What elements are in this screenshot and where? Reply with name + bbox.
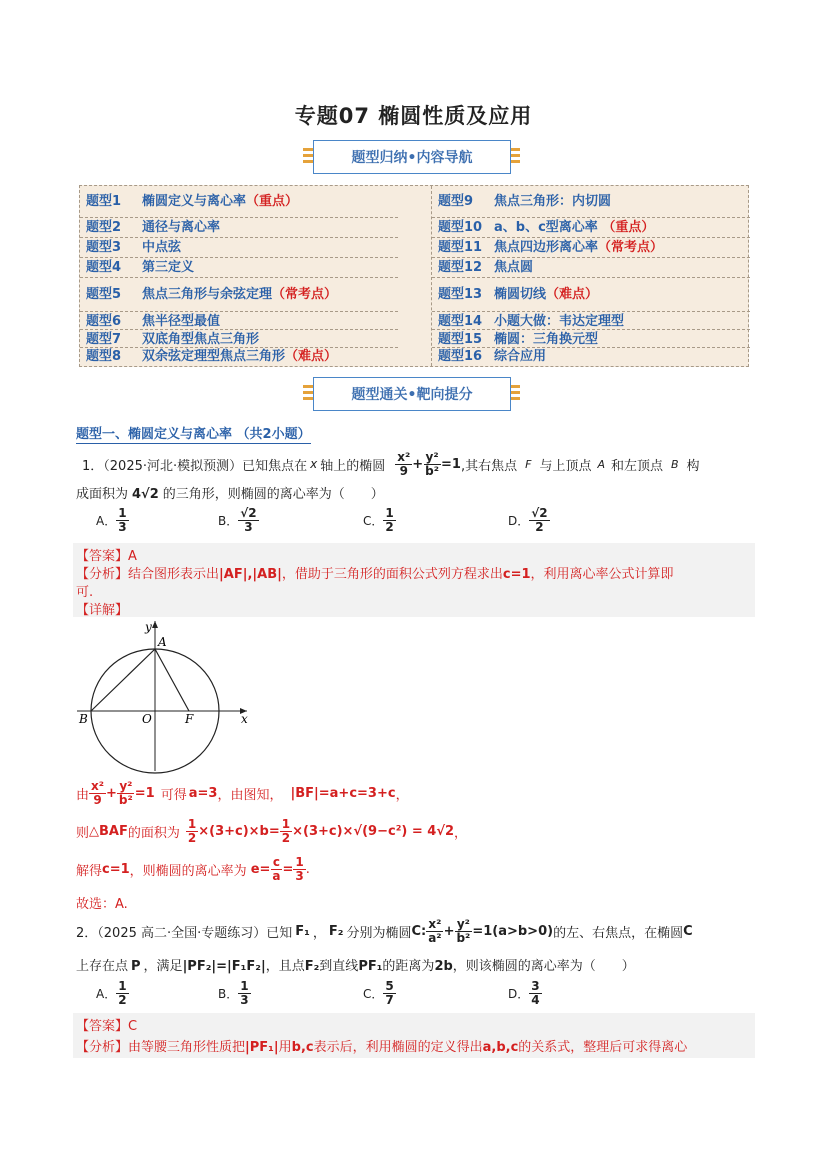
option-a[interactable]: A． $\frac{1}{3}$ [96, 506, 127, 534]
nav-item[interactable]: 题型14 小题大做：韦达定理型 [432, 312, 750, 330]
option-d[interactable]: D． $\frac{√2}{2}$ [508, 506, 548, 534]
solution-line3: 解得 c=1 ，则椭圆的离心率为 e= $\frac{c}{a}$ = $\frac{1}{3}$ . [76, 855, 310, 883]
nav-item[interactable]: 题型12 焦点圆 [432, 258, 750, 278]
nav-item[interactable]: 题型15 椭圆：三角换元型 [432, 330, 750, 348]
nav-item[interactable]: 题型8 双余弦定理型焦点三角形（难点） [86, 349, 338, 364]
eq-frac: $\frac{\text{x²}}{9}$ [397, 449, 411, 478]
nav-item[interactable]: 题型4 第三定义 [80, 258, 398, 278]
eq-frac: $\frac{\text{y²}}{\text{b²}}$ [425, 449, 440, 478]
page-title: 专题07 椭圆性质及应用 [294, 104, 533, 128]
answer-1: 【答案】A [76, 549, 137, 564]
question-1-line2: 成面积为 4√2 的三角形，则椭圆的离心率为（ ） [76, 487, 384, 502]
nav-item[interactable]: 题型16 综合应用 [438, 349, 547, 364]
topic-navigation-table [79, 185, 749, 367]
option-b[interactable]: B． $\frac{1}{3}$ [218, 979, 249, 1007]
banner-label: 题型通关•靶向提分 [313, 377, 511, 411]
nav-item[interactable]: 题型6 焦半径型最值 [80, 312, 398, 330]
analysis-2: 【分析】由等腰三角形性质把|PF₁|用b,c表示后，利用椭圆的定义得出a,b,c的关系式，整理后可求得离心 [76, 1040, 688, 1055]
section-heading: 题型一、椭圆定义与离心率 （共2小题） [76, 423, 311, 444]
question-2-line1: 2．（2025 高二·全国·专题练习）已知 F₁ ， F₂ 分别为椭圆 C: $\frac{\text{x²}}{\text{a²}}$ + $\frac{\text{y²}}{\text{b²}}$ =1(a>b>0) 的左、右焦点，在椭圆 C [76, 916, 693, 945]
nav-item[interactable]: 题型7 双底角型焦点三角形 [80, 330, 398, 348]
label-A: A [158, 635, 167, 649]
option-c[interactable]: C． $\frac{1}{2}$ [363, 506, 394, 534]
answer-2: 【答案】C [76, 1019, 138, 1034]
nav-item[interactable]: 题型3 中点弦 [80, 238, 398, 258]
detail-label: 【详解】 [76, 603, 129, 618]
question-1-line1: 1．（2025·河北·模拟预测）已知焦点在 x 轴上的椭圆 $\frac{\text{x²}}{9}$ + $\frac{\text{y²}}{\text{b²}}$ =1 ,其右焦点 F 与上顶点 A 和左顶点 B 构 [82, 449, 700, 478]
solution-line2: 则 △BAF 的面积为 $\frac{1}{2}$ ×(3+c)×b= $\frac{1}{2}$ ×(3+c)×√(9−c²) = 4√2 ， [76, 817, 468, 845]
question-2-line2: 上存在点 P ，满足|PF₂|=|F₁F₂|，且点F₂到直线PF₁的距离为2b，则该椭圆的离心率为（ ） [76, 959, 635, 974]
option-c[interactable]: C． $\frac{5}{7}$ [363, 979, 394, 1007]
label-x: x [241, 712, 248, 726]
nav-item[interactable]: 题型1 椭圆定义与离心率（重点） [80, 186, 398, 218]
label-F: F [185, 712, 194, 726]
option-a[interactable]: A． $\frac{1}{2}$ [96, 979, 127, 1007]
nav-right-column [432, 186, 750, 366]
choose-1: 故选：A. [76, 897, 128, 912]
option-d[interactable]: D． $\frac{3}{4}$ [508, 979, 540, 1007]
nav-item[interactable]: 题型9 焦点三角形：内切圆 [432, 186, 750, 218]
label-y: y [145, 620, 152, 634]
nav-item[interactable]: 题型13 椭圆切线（难点） [432, 278, 750, 312]
label-O: O [142, 712, 152, 726]
solution-line1: 由 $\frac{\text{x²}}{9}$ + $\frac{\text{y²}}{\text{b²}}$ =1 可得 a=3 ，由图知， |BF|=a+c=3+c ， [76, 779, 409, 807]
analysis-1-cont: 可. [76, 585, 94, 600]
option-b[interactable]: B． $\frac{√2}{3}$ [218, 506, 257, 534]
analysis-1: 【分析】结合图形表示出|AF|,|AB|，借助于三角形的面积公式列方程求出c=1，利用离心率公式计算即 [76, 567, 674, 582]
banner-label: 题型归纳•内容导航 [313, 140, 511, 174]
nav-item[interactable]: 题型2 通径与离心率 [80, 218, 398, 238]
nav-item[interactable]: 题型10 a、b、c型离心率 （重点） [432, 218, 750, 238]
nav-item[interactable]: 题型11 焦点四边形离心率（常考点） [432, 238, 750, 258]
nav-left-column [80, 186, 398, 366]
ellipse-figure [73, 619, 251, 774]
label-B: B [79, 712, 88, 726]
nav-item[interactable]: 题型5 焦点三角形与余弦定理（常考点） [80, 278, 398, 312]
